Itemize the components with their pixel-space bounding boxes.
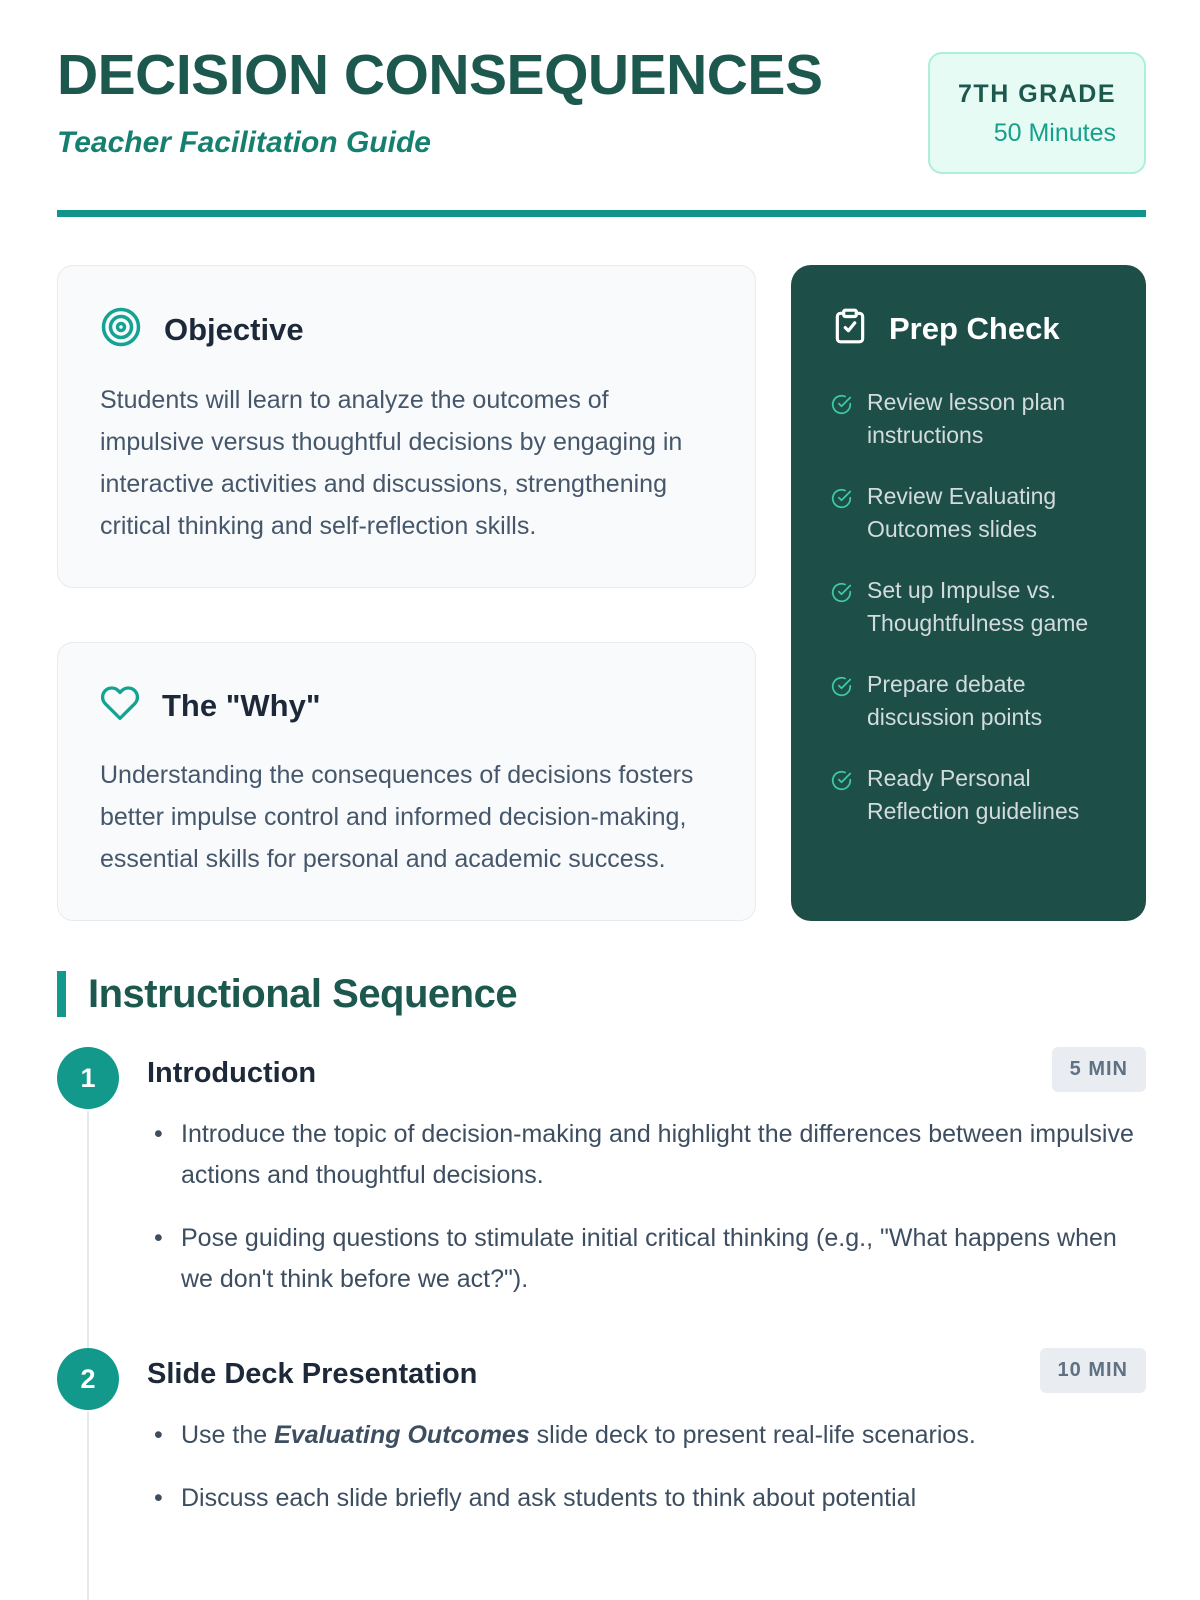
target-icon [100,306,142,353]
step-bullet [147,1478,1146,1519]
prep-check-item [831,386,1112,452]
heart-icon [100,683,140,728]
objective-card [57,265,756,588]
header-titles [57,43,823,160]
prep-check-item-label: Set up Impulse vs. Thoughtfulness game [867,577,1089,636]
check-circle-icon [831,485,852,546]
step-title: Introduction [147,1057,317,1089]
bullet-text: slide deck to present real-life scenarios. [529,1421,976,1449]
step-slide-deck-presentation [57,1348,1146,1600]
prep-check-list [831,386,1112,828]
step-bullet-list [147,1415,1146,1519]
check-circle-icon [831,579,852,640]
right-column [791,265,1146,921]
prep-check-item [831,574,1112,640]
left-column [57,265,756,921]
step-header [147,1047,1146,1092]
prep-check-item [831,668,1112,734]
grade-duration-badge [928,52,1146,174]
bullet-text: Discuss each slide briefly and ask students to think about potential [181,1484,917,1512]
step-title: Slide Deck Presentation [147,1358,478,1390]
step-bullet [147,1114,1146,1196]
prep-check-item-label: Prepare debate discussion points [867,671,1043,730]
prep-check-item [831,762,1112,828]
bullet-text: Introduce the topic of decision-making and highlight the differences between impulsive actions and thoughtful decisions. [181,1120,1134,1189]
page-header [57,43,1146,174]
heading-accent-bar [57,971,66,1017]
bullet-text: Use the [181,1421,275,1449]
page-title: DECISION CONSEQUENCES [57,43,823,107]
step-bullet [147,1415,1146,1456]
prep-check-title-row [831,307,1112,350]
step-introduction [57,1047,1146,1348]
objective-title: Objective [164,311,304,347]
sequence-steps [57,1047,1146,1600]
step-body [147,1348,1146,1519]
header-divider [57,210,1146,217]
grade-label: 7TH GRADE [958,80,1116,108]
prep-check-item [831,480,1112,546]
step-duration-badge: 5 MIN [1052,1047,1146,1092]
summary-columns [57,265,1146,921]
check-circle-icon [831,767,852,828]
step-body [147,1047,1146,1300]
check-circle-icon [831,673,852,734]
step-bullet-list [147,1114,1146,1300]
why-title: The "Why" [162,687,321,723]
why-title-row [100,683,713,728]
sequence-heading-row [57,971,1146,1017]
objective-title-row [100,306,713,353]
objective-body: Students will learn to analyze the outcomes of impulsive versus thoughtful decisions by engaging in interactive activities and discussions, strengthening critical thinking and self-reflection skills. [100,386,683,540]
why-card [57,642,756,921]
prep-check-card [791,265,1146,921]
prep-check-item-label: Review Evaluating Outcomes slides [867,483,1057,542]
step-number-badge: 1 [57,1047,119,1109]
step-bullet [147,1218,1146,1300]
prep-check-item-label: Review lesson plan instructions [867,389,1066,448]
clipboard-check-icon [831,307,869,350]
prep-check-item-label: Ready Personal Reflection guidelines [867,765,1080,824]
step-number-badge: 2 [57,1348,119,1410]
step-duration-badge: 10 MIN [1040,1348,1146,1393]
bullet-text: Pose guiding questions to stimulate initial critical thinking (e.g., "What happens when we don't think before we act?"). [181,1224,1117,1293]
bullet-emphasis: Evaluating Outcomes [274,1421,530,1449]
sequence-heading: Instructional Sequence [88,971,518,1016]
prep-check-title: Prep Check [889,310,1060,346]
page-subtitle: Teacher Facilitation Guide [57,125,431,159]
step-header [147,1348,1146,1393]
check-circle-icon [831,391,852,452]
why-body: Understanding the consequences of decisions fosters better impulse control and informed decision-making, essential skills for personal and academic success. [100,761,694,873]
duration-label: 50 Minutes [993,119,1116,147]
